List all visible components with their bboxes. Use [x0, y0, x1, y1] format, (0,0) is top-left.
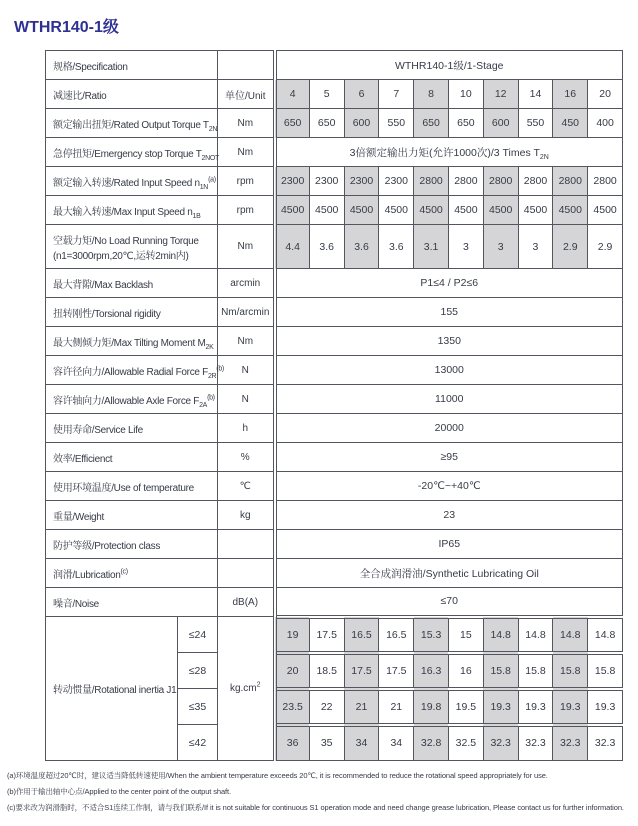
data-cell: 20 [275, 653, 310, 689]
data-cell: 550 [379, 109, 414, 138]
ratio-row [46, 80, 623, 109]
data-cell: 32.3 [518, 725, 553, 761]
row-label: 最大侧倾力矩/Max Tilting Moment $M_{2K}$ [46, 327, 218, 356]
data-cell: 4500 [448, 196, 483, 225]
inertia-unit: $kg.cm^2$ [218, 617, 275, 761]
data-cell: 7 [379, 80, 414, 109]
spec-header-row [46, 51, 623, 80]
data-cell: 650 [275, 109, 310, 138]
spec-row [46, 225, 623, 269]
row-label: 空载力矩/No Load Running Torque (n1=3000rpm,20℃,运转2min内) [46, 225, 218, 269]
row-unit: 单位/Unit [218, 80, 275, 109]
data-cell: 35 [309, 725, 344, 761]
data-cell: 21 [379, 689, 414, 725]
data-cell: 600 [483, 109, 518, 138]
row-unit: h [218, 414, 275, 443]
row-unit: dB(A) [218, 588, 275, 617]
data-cell: 2300 [309, 167, 344, 196]
row-label: 最大背隙/Max Backlash [46, 269, 218, 298]
data-cell: 19.8 [414, 689, 449, 725]
spec-row [46, 559, 623, 588]
data-cell: 5 [309, 80, 344, 109]
data-cell: 16.5 [379, 617, 414, 653]
row-label: 重量/Weight [46, 501, 218, 530]
row-unit: kg [218, 501, 275, 530]
row-unit: rpm [218, 196, 275, 225]
span-value: 155 [275, 298, 623, 327]
spec-row [46, 356, 623, 385]
spec-row [46, 138, 623, 167]
span-value: ≤70 [275, 588, 623, 617]
spec-row [46, 269, 623, 298]
data-cell: 3 [518, 225, 553, 269]
data-cell: 18.5 [309, 653, 344, 689]
span-value: 3倍额定输出力矩(允许1000次)/3 Times $T_{2N}$ [275, 138, 623, 167]
data-cell: 2800 [553, 167, 588, 196]
data-cell: 2.9 [588, 225, 623, 269]
data-cell: 3.6 [379, 225, 414, 269]
span-value: 全合成润滑油/Synthetic Lubricating Oil [275, 559, 623, 588]
row-unit: Nm [218, 225, 275, 269]
data-cell: 15.8 [518, 653, 553, 689]
row-label: 使用环境温度/Use of temperature [46, 472, 218, 501]
data-cell: 4500 [275, 196, 310, 225]
data-cell: 21 [344, 689, 379, 725]
row-label: 噪音/Noise [46, 588, 218, 617]
data-cell: 3.6 [309, 225, 344, 269]
row-unit [218, 51, 275, 80]
row-unit: % [218, 443, 275, 472]
data-cell: 15.8 [588, 653, 623, 689]
row-label: 效率/Efficienct [46, 443, 218, 472]
data-cell: 650 [309, 109, 344, 138]
spec-row [46, 443, 623, 472]
span-value: 23 [275, 501, 623, 530]
data-cell: 32.8 [414, 725, 449, 761]
page-title: WTHR140-1级 [14, 19, 119, 36]
data-cell: 16.3 [414, 653, 449, 689]
data-cell: 17.5 [309, 617, 344, 653]
span-value: -20℃~+40℃ [275, 472, 623, 501]
row-label: 最大输入转速/Max Input Speed $n_{1B}$ [46, 196, 218, 225]
spec-row [46, 298, 623, 327]
spec-row [46, 501, 623, 530]
span-value: 11000 [275, 385, 623, 414]
data-cell: 14.8 [518, 617, 553, 653]
inertia-threshold: ≤24 [178, 617, 218, 653]
data-cell: 10 [448, 80, 483, 109]
data-cell: 19 [275, 617, 310, 653]
data-cell: 15 [448, 617, 483, 653]
data-cell: 650 [448, 109, 483, 138]
span-value: IP65 [275, 530, 623, 559]
row-label: 防护等级/Protection class [46, 530, 218, 559]
data-cell: 2.9 [553, 225, 588, 269]
data-cell: 15.8 [483, 653, 518, 689]
spec-row [46, 530, 623, 559]
data-cell: 4.4 [275, 225, 310, 269]
footnotes [7, 768, 631, 816]
data-cell: 17.5 [344, 653, 379, 689]
data-cell: 2800 [483, 167, 518, 196]
spec-row [46, 588, 623, 617]
spec-row [46, 472, 623, 501]
inertia-threshold: ≤42 [178, 725, 218, 761]
data-cell: 2300 [275, 167, 310, 196]
data-cell: 4500 [588, 196, 623, 225]
data-cell: 3 [448, 225, 483, 269]
inertia-threshold: ≤35 [178, 689, 218, 725]
data-cell: 450 [553, 109, 588, 138]
data-cell: 14.8 [553, 617, 588, 653]
footnote: (c)要求改为润滑脂时，不适合S1连续工作制，请与我们联系/If it is not suitable for continuous S1 operation mode and need change grease lubrication, Please contact us for further information. [7, 803, 624, 812]
spec-row [46, 385, 623, 414]
data-cell: 4500 [414, 196, 449, 225]
data-cell: 2800 [518, 167, 553, 196]
inertia-row [46, 617, 623, 653]
data-cell: 2800 [588, 167, 623, 196]
row-unit: N [218, 385, 275, 414]
data-cell: 19.3 [518, 689, 553, 725]
spec-table [45, 50, 623, 761]
data-cell: 32.3 [588, 725, 623, 761]
data-cell: 22 [309, 689, 344, 725]
row-label: 使用寿命/Service Life [46, 414, 218, 443]
data-cell: 14.8 [483, 617, 518, 653]
row-unit: rpm [218, 167, 275, 196]
data-cell: 32.5 [448, 725, 483, 761]
data-cell: 34 [379, 725, 414, 761]
data-cell: 2800 [448, 167, 483, 196]
span-value: 13000 [275, 356, 623, 385]
spec-row [46, 196, 623, 225]
data-cell: 20 [588, 80, 623, 109]
data-cell: 12 [483, 80, 518, 109]
data-cell: 19.3 [483, 689, 518, 725]
data-cell: 17.5 [379, 653, 414, 689]
row-label: 润滑/Lubrication$^{(c)}$ [46, 559, 218, 588]
span-value: ≥95 [275, 443, 623, 472]
data-cell: 34 [344, 725, 379, 761]
data-cell: 4 [275, 80, 310, 109]
data-cell: 3.6 [344, 225, 379, 269]
series-title: WTHR140-1级/1-Stage [275, 51, 623, 80]
spec-row [46, 414, 623, 443]
row-label: 扭转刚性/Torsional rigidity [46, 298, 218, 327]
data-cell: 15.8 [553, 653, 588, 689]
data-cell: 8 [414, 80, 449, 109]
data-cell: 4500 [344, 196, 379, 225]
data-cell: 6 [344, 80, 379, 109]
data-cell: 650 [414, 109, 449, 138]
row-unit: Nm [218, 138, 275, 167]
data-cell: 16 [553, 80, 588, 109]
row-label: 容许轴向力/Allowable Axle Force $F_{2A}^{(b)}$ [46, 385, 218, 414]
data-cell: 2300 [379, 167, 414, 196]
row-unit: Nm [218, 109, 275, 138]
data-cell: 36 [275, 725, 310, 761]
data-cell: 2800 [414, 167, 449, 196]
data-cell: 550 [518, 109, 553, 138]
row-unit: Nm/arcmin [218, 298, 275, 327]
data-cell: 2300 [344, 167, 379, 196]
inertia-label: 转动惯量/Rotational inertia J1 [46, 617, 178, 761]
data-cell: 19.3 [588, 689, 623, 725]
data-cell: 23.5 [275, 689, 310, 725]
data-cell: 15.3 [414, 617, 449, 653]
row-unit [218, 530, 275, 559]
spec-row [46, 109, 623, 138]
row-label: 规格/Specification [46, 51, 218, 80]
row-unit [218, 559, 275, 588]
row-unit: Nm [218, 327, 275, 356]
data-cell: 4500 [309, 196, 344, 225]
data-cell: 4500 [483, 196, 518, 225]
data-cell: 32.3 [553, 725, 588, 761]
data-cell: 14 [518, 80, 553, 109]
span-value: 20000 [275, 414, 623, 443]
row-unit: N [218, 356, 275, 385]
data-cell: 32.3 [483, 725, 518, 761]
row-label: 减速比/Ratio [46, 80, 218, 109]
data-cell: 14.8 [588, 617, 623, 653]
spec-row [46, 327, 623, 356]
data-cell: 19.3 [553, 689, 588, 725]
row-unit: ℃ [218, 472, 275, 501]
data-cell: 600 [344, 109, 379, 138]
row-unit: arcmin [218, 269, 275, 298]
data-cell: 3 [483, 225, 518, 269]
data-cell: 19.5 [448, 689, 483, 725]
data-cell: 4500 [518, 196, 553, 225]
data-cell: 4500 [379, 196, 414, 225]
row-label: 急停扭矩/Emergency stop Torque $T_{2NOT}$ [46, 138, 218, 167]
data-cell: 3.1 [414, 225, 449, 269]
span-value: P1≤4 / P2≤6 [275, 269, 623, 298]
footnote: (a)环境温度超过20℃时，建议适当降低转速使用/When the ambient temperature exceeds 20℃, it is recommended to reduce the rotational speed appropriately for use. [7, 771, 548, 780]
row-label: 额定输出扭矩/Rated Output Torque $T_{2N}$ [46, 109, 218, 138]
span-value: 1350 [275, 327, 623, 356]
data-cell: 16 [448, 653, 483, 689]
spec-row [46, 167, 623, 196]
data-cell: 16.5 [344, 617, 379, 653]
data-cell: 400 [588, 109, 623, 138]
footnote: (b)作用于输出轴中心点/Applied to the center point of the output shaft. [7, 787, 232, 796]
data-cell: 4500 [553, 196, 588, 225]
inertia-threshold: ≤28 [178, 653, 218, 689]
row-label: 额定输入转速/Rated Input Speed $n_{1N}^{(a)}$ [46, 167, 218, 196]
row-label: 容许径向力/Allowable Radial Force $F_{2R}^{(b)}$ [46, 356, 218, 385]
